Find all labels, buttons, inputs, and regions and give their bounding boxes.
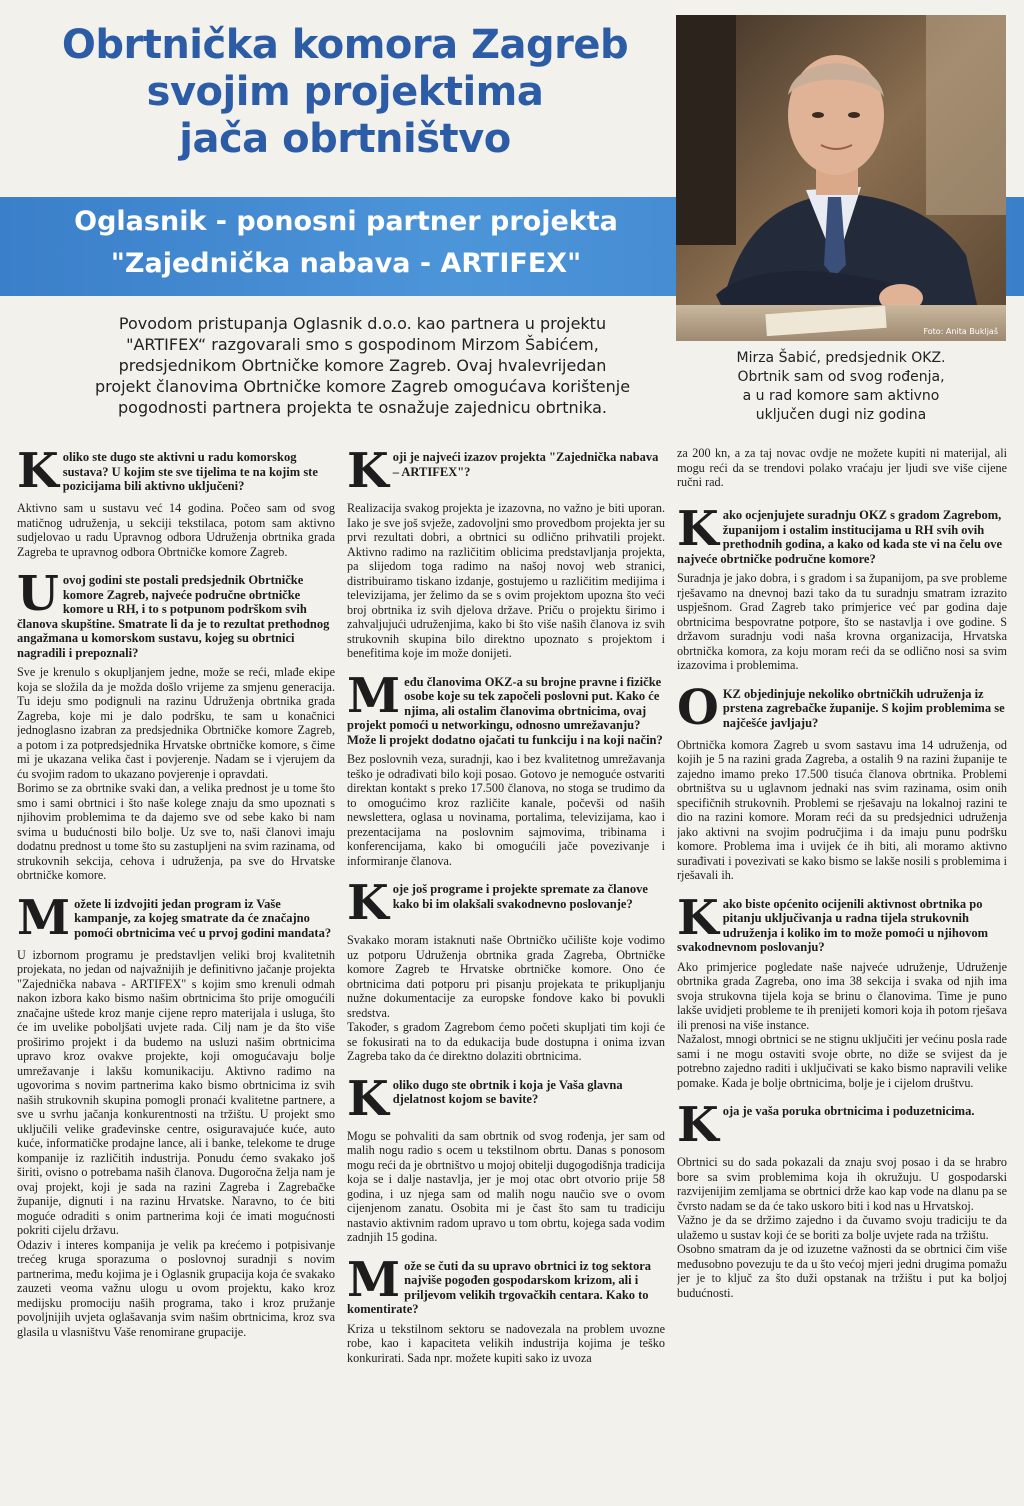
interview-item xyxy=(677,504,1007,673)
interview-question xyxy=(347,875,665,931)
interview-item xyxy=(677,1097,1007,1300)
interview-answer xyxy=(677,571,1007,673)
answer-paragraph: Mogu se pohvaliti da sam obrtnik od svog rođenja, jer sam od malih nogu radio s ocem u tekstilnom obrtu. Danas s ponosom mogu reći da je obrtništvo u mojoj obitelji dugogodišnja tradicija koja se i dalje nastavlja, jer je moj otac obrt otvorio prije 58 godina, i uz njega sam od malih nogu naučio sve o ovom cijenjenom zanatu. Osobita mi je čast što sam tu tradiciju nastavio aktivnim radom upravo u tom obrtu, kojega sada vodim zadnjih 15 godina. xyxy=(347,1128,665,1244)
interview-item xyxy=(17,446,335,559)
question-text: ožete li izdvojiti jedan program iz Vaše kampanje, za kojeg smatrate da će značajno pomoći obrtnicima već u prvoj godini mandata? xyxy=(74,896,332,940)
photo-caption xyxy=(676,349,1006,425)
intro-line: predsjednikom Obrtničke komore Zagreb. Ovaj hvalevrijedan xyxy=(118,356,607,375)
answer-paragraph: Nažalost, mnogi obrtnici se ne stignu uključiti jer većinu posla rade sami i ne mogu ostaviti svoje obrte, no diže se svijest da je potrebno zajedno raditi i uključivati se kako bismo napravili velike pomake. Kada je bolje obrtnicima, bolje je i cijelom društvu. xyxy=(677,1032,1007,1090)
interview-question xyxy=(347,1251,665,1317)
answer-paragraph: Odaziv i interes kompanija je velik pa krećemo i potpisivanje trećeg kruga sporazuma o poslovnoj suradnji s novim partnerima, među kojima je i Oglasnik grupacija koja će svakako zauzeti veoma važnu ulogu u ovom projektu, kako kroz medijsku promociju naših programa, tako i kroz pružanje povoljnijih uvjeta oglašavanja svim našim obrtnicima, kroz sva glasila u vlasništvu Vaše renomirane grupacije. xyxy=(17,1237,335,1339)
answer-paragraph: Obrtnička komora Zagreb u svom sastavu ima 14 udruženja, od kojih je 5 na razini grada Zagreba, a ostalih 9 na razini županije te zajedno imamo preko 17.500 tisuća članova obrtnika. Problemi obrtništva su u uglavnom jednaki nas svim razinama, osim onih specifičnih strukovnih. Problemi se rješavaju na lokalnoj razini te dio na razini komore. Moram reći da su predsjednici udruženja jako aktivni na svojim područjima i da imaju punu podršku komore. Problema ima i uvijek će ih biti, ali moramo aktivno surađivati i povezivati se kako bismo se lakše nosili s problemima i rješavali ih. xyxy=(677,737,1007,882)
interview-question xyxy=(677,504,1007,566)
interview-answer xyxy=(17,501,335,559)
interview-answer xyxy=(347,1129,665,1245)
intro-paragraph xyxy=(60,313,665,418)
answer-paragraph: Sve je krenulo s okupljanjem jedne, može se reći, mlađe ekipe koja se složila da je možda došlo vrijeme za smjenu generacija. Tu ideju smo podignuli na razinu Udruženja obrtnika grada Zagreba, koje mi je dalo podršku, te sam u konačnici jednoglasno izabran za predsjednika Obrtničke komore Zagreb, a potom i za potpredsjednika Hrvatske obrtničke komore, s čime mi je ukazana velika čast i povjerenje. Nadam se i vjerujem da ću svojim radom to ukazano povjerenje i opravdati. xyxy=(17,665,335,781)
drop-cap: K xyxy=(677,1097,719,1153)
title-line: svojim projektima xyxy=(146,69,544,115)
question-text: oji je najveći izazov projekta "Zajednička nabava – ARTIFEX"? xyxy=(392,450,659,479)
interview-answer xyxy=(347,1322,665,1366)
question-text: ako ocjenjujete suradnju OKZ s gradom Zagrebom, županijom i ostalim institucijama u RH svih ovih prethodnih godina, a kako od kada ste vi na čelu ove najveće obrtničke područne komore? xyxy=(677,508,1003,566)
drop-cap: M xyxy=(347,667,401,724)
answer-paragraph: U izbornom programu je predstavljen veliki broj kvalitetnih projekata, no jedan od najvažnijih je definitivno jačanje projekta "Zajednička nabava - ARTIFEX" s kojim smo krenuli odmah nakon izbora kako bismo našim obrtnicima što prije omogućili značajne uštede kroz manje cijene repro materijala i usluga, što će im uvelike poboljšati uvjete rada. Cilj nam je da što više proširimo projekt i da budemo na usluzi našim obrtnicima upravo kroz ovakve projekte, koji omogućavaju bolje umrežavanje i lakšu komunikaciju. Aktivno radimo na ugovorima s novim partnerima kako bismo obrtnicima iz svih naših strukovnih skupina pomogli pronaći kvalitetne partnere, a sve u svrhu jačanja konkurentnosti na tržištu. U projekt smo uključili velike građevinske centre, osiguravajuće kuće, auto kuće, informatičke prodajne lance, ali i banke, telekome te druge kompanije iz različitih industrija. Ponudu ćemo svakako još širiti, ovisno o potrebama naših članova. Dugoročna želja nam je ovaj projekt, koji je sada na razini Zagreba i Zagrebačke županije, dignuti i na razinu Hrvatske. Naravno, to će biti moguće odraditi s onim partnerima koji će imati mogućnosti pokriti cijelu državu. xyxy=(17,947,335,1237)
answer-paragraph: Ako primjerice pogledate naše najveće udruženje, Udruženje obrtnika grada Zagreba, ono ima 38 sekcija i svaka od njih ima svoja strukovna tijela koja se brinu o članovima. Time je puno lakše uvidjeti probleme te ih prenijeti komori koja ih potom rješava ili prenosi na više instance. xyxy=(677,959,1007,1032)
question-text: ovoj godini ste postali predsjednik Obrtničke komore Zagreb, najveće područne obrtničke komore u RH, i to s potpunom podrškom svih članova skupštine. Smatrate li da je to rezultat prethodnog angažmana u komorskom sustavu, kojeg su obrtnici nagradili i prepoznali? xyxy=(17,573,330,660)
title-line: jača obrtništvo xyxy=(179,116,511,162)
interview-question xyxy=(17,889,335,946)
interview-question xyxy=(17,446,335,499)
subtitle-line: "Zajednička nabava - ARTIFEX" xyxy=(110,248,582,279)
portrait-photo xyxy=(676,15,1006,341)
interview-question xyxy=(677,889,1007,955)
drop-cap: K xyxy=(347,446,389,499)
article-subtitle xyxy=(22,201,670,285)
caption-line: uključen dugi niz godina xyxy=(755,407,927,423)
interview-answer xyxy=(17,948,335,1340)
drop-cap: K xyxy=(347,875,389,931)
interview-question xyxy=(17,566,335,660)
drop-cap: U xyxy=(17,566,59,622)
question-text: eđu članovima OKZ-a su brojne pravne i fizičke osobe koje su tek započeli poslovni put. Kako će njima, ali ostalim članovima obrtnicima, ovaj projekt pomoći u networkingu, odnosno umrežavanju? Može li projekt dodatno ojačati tu funkciju i na koji način? xyxy=(347,674,663,747)
answer-paragraph: Osobno smatram da je od izuzetne važnosti da se obrtnici čim više međusobno povezuju te da u što većoj mjeri jedni drugima pomažu jer je to ključ za što duži opstanak na tržištu i put ka boljoj budućnosti. xyxy=(677,1242,1007,1300)
subtitle-line: Oglasnik - ponosni partner projekta xyxy=(74,206,618,237)
question-text: oliko ste dugo ste aktivni u radu komorskog sustava? U kojim ste sve tijelima te na kojim ste pozicijama bili aktivno uključeni? xyxy=(62,450,318,493)
drop-cap: M xyxy=(17,889,71,946)
interview-item xyxy=(677,889,1007,1091)
interview-answer xyxy=(677,1155,1007,1300)
intro-line: "ARTIFEX“ razgovarali smo s gospodinom Mirzom Šabićem, xyxy=(126,335,599,354)
interview-question xyxy=(347,667,665,748)
interview-question xyxy=(347,446,665,499)
answer-paragraph: Kriza u tekstilnom sektoru se nadovezala na problem uvozne robe, kao i kapaciteta velikih industrija kojima je teško konkurirati. Sada npr. možete kupiti sako iz uvoza xyxy=(347,1321,665,1365)
answer-paragraph: Svakako moram istaknuti naše Obrtničko učilište koje vodimo uz potporu Udruženja obrtnika grada Zagreba, Obrtničke komore Zagreb te Hrvatske obrtničke komore. Ono će obrtnicima dati potporu pri pisanju projekata te prikupljanju nužne dokumentacije za europske fondove kako bi povukli sredstva. xyxy=(347,933,665,1020)
interview-question xyxy=(677,679,1007,736)
caption-line: Obrtnik sam od svog rođenja, xyxy=(737,369,945,385)
intro-line: pogodnosti partnera projekta te osnažuje zajednicu obrtnika. xyxy=(118,398,607,417)
caption-line: Mirza Šabić, predsjednik OKZ. xyxy=(736,350,946,366)
intro-line: Povodom pristupanja Oglasnik d.o.o. kao partnera u projektu xyxy=(118,314,607,333)
question-text: oliko dugo ste obrtnik i koja je Vaša glavna djelatnost kojom se bavite? xyxy=(392,1077,623,1106)
answer-paragraph: Suradnja je jako dobra, i s gradom i sa županijom, pa sve probleme rješavamo na dnevnoj bazi tako da tu suradnju smatram izrazito uspješnom. Grad Zagreb tako primjerice već par godina daje obrtnicima bespovratne potpore, što se nastavlja i ove godine. S državom suradnju vodi naša krovna organizacija, Hrvatska obrtnička komora, za koju moram reći da se odlično nosi sa svim izazovima i problemima. xyxy=(677,571,1007,672)
interview-answer xyxy=(677,960,1007,1091)
interview-question xyxy=(347,1070,665,1127)
interview-answer xyxy=(17,665,335,883)
intro-line: projekt članovima Obrtničke komore Zagreb omogućava korištenje xyxy=(94,377,631,396)
drop-cap: K xyxy=(17,446,59,499)
question-text: ako biste općenito ocijenili aktivnost obrtnika po pitanju uključivanja u radna tijela strukovnih udruženja i koliko im to može pomoći u njihovom svakodnevnom poslovanju? xyxy=(677,896,989,954)
interview-answer xyxy=(347,933,665,1064)
question-text: oja je vaša poruka obrtnicima i poduzetnicima. xyxy=(722,1104,975,1118)
question-text: ože se čuti da su upravo obrtnici iz tog sektora najviše pogođen gospodarskom krizom, ali i priljevom velikih trgovačkih centara. Kako to komentirate? xyxy=(347,1258,651,1316)
interview-item xyxy=(347,1251,665,1366)
interview-item xyxy=(347,875,665,1064)
answer-paragraph: Realizacija svakog projekta je izazovna, no važno je biti uporan. Iako je sve još svježe, zadovoljni smo provedbom projekta jer su prvi rezultati dobri, a obrtnici su odlično prihvatili projekt. Aktivno radimo na različitim oblicima predstavljanja projekta, pa slijedom toga radimo na našoj novoj web stranici, distribuiramo tiskano izdanje, gostujemo u različitim medijima i televizijama, jer želimo da se s ovim projektom upozna što veći broj obrtnika iz svih djelova države. Priču o projektu širimo i zahvaljujući udruženjima, kako bi što više naših članova iz svih strukovnih skupina bilo direktno upoznato s projektom i benefitima koje im može donijeti. xyxy=(347,501,665,660)
interview-item xyxy=(347,1070,665,1245)
portrait-illustration xyxy=(676,15,1006,341)
interview-item xyxy=(347,446,665,661)
interview-answer xyxy=(347,501,665,661)
drop-cap: K xyxy=(347,1070,389,1127)
continued-answer: za 200 kn, a za taj novac ovdje ne možete kupiti ni materijal, ali mogu reći da se trendovi polako vraćaju jer ljudi sve više cijene ručni rad. xyxy=(677,446,1007,489)
answer-paragraph: Također, s gradom Zagrebom ćemo početi skupljati tim koji će se fokusirati na to da edukacija bude dostupna i onima izvan Zagreba tako da će direktno dolaziti obrtnicima. xyxy=(347,1020,665,1063)
drop-cap: K xyxy=(677,504,719,557)
question-text: KZ objedinjuje nekoliko obrtničkih udruženja iz prstena zagrebačke županije. S kojim problemima se najčešće javljaju? xyxy=(722,686,1005,730)
answer-paragraph: Borimo se za obrtnike svaki dan, a velika prednost je u tome što smo i sami obrtnici i što naše kolege znaju da smo upoznati s njihovim problemima te da dajemo sve od sebe kako bi nam svima u budućnosti bilo bolje. Uz sve to, naši članovi imaju dodatnu prednost u tome što su zastupljeni na svim razinama, od strukovnih sekcija, cehova i udruženja, pa sve do Hrvatske obrtničke komore. xyxy=(17,781,335,882)
caption-line: a u rad komore sam aktivno xyxy=(742,388,940,404)
interview-answer xyxy=(677,738,1007,883)
question-text: oje još programe i projekte spremate za članove kako bi im olakšali svakodnevno poslovanje? xyxy=(392,882,648,911)
interview-answer xyxy=(347,752,665,868)
article-column-1 xyxy=(17,446,335,1494)
interview-item xyxy=(17,566,335,883)
interview-item xyxy=(677,679,1007,883)
drop-cap: M xyxy=(347,1251,401,1308)
title-line: Obrtnička komora Zagreb xyxy=(61,22,629,68)
answer-paragraph: Aktivno sam u sustavu već 14 godina. Počeo sam od svog matičnog udruženja, u sekciji tekstilaca, potom sam aktivno sudjelovao u radu Upravnog odbora Udruženja obrtnika grada Zagreba te upravnog odbora Obrtničke komore Zagreb. xyxy=(17,501,335,559)
interview-question xyxy=(677,1097,1007,1153)
article-title xyxy=(20,22,670,163)
drop-cap: O xyxy=(677,679,719,736)
interview-item xyxy=(17,889,335,1340)
interview-item xyxy=(347,667,665,869)
answer-paragraph: Bez poslovnih veza, suradnji, kao i bez kvalitetnog umrežavanja teško je odrađivati bilo koji posao. Gotovo je nemoguće ostvariti direktan kontakt s preko 17.500 članova, no stoga se trudimo da to omogućimo kroz različite kanale, počevši od naših newslettera, oglasa u novinama, portalima, televizijama, kao i prezentacijama na poslovnim sajmovima, tribinama i konferencijama, kako bi omogućili jače povezivanje i informiranje članova. xyxy=(347,752,665,868)
article-column-3 xyxy=(677,504,1007,1494)
photo-credit: Foto: Anita Bukljaš xyxy=(923,327,998,336)
drop-cap: K xyxy=(677,889,719,946)
article-column-2 xyxy=(347,446,665,1494)
answer-paragraph: Obrtnici su do sada pokazali da znaju svoj posao i da se hrabro bore sa svim problemima koja ih okružuju. U gospodarski razvijenijim zemljama se obrtnici drže kao kap vode na dlanu pa se čvrsto nadam se da će tako uskoro biti i kod nas u Hrvatskoj. xyxy=(677,1155,1007,1213)
answer-paragraph: Važno je da se držimo zajedno i da čuvamo svoju tradiciju te da ulažemo u sustav koji će se boriti za bolje uvjete rada na tržištu. xyxy=(677,1213,1007,1242)
